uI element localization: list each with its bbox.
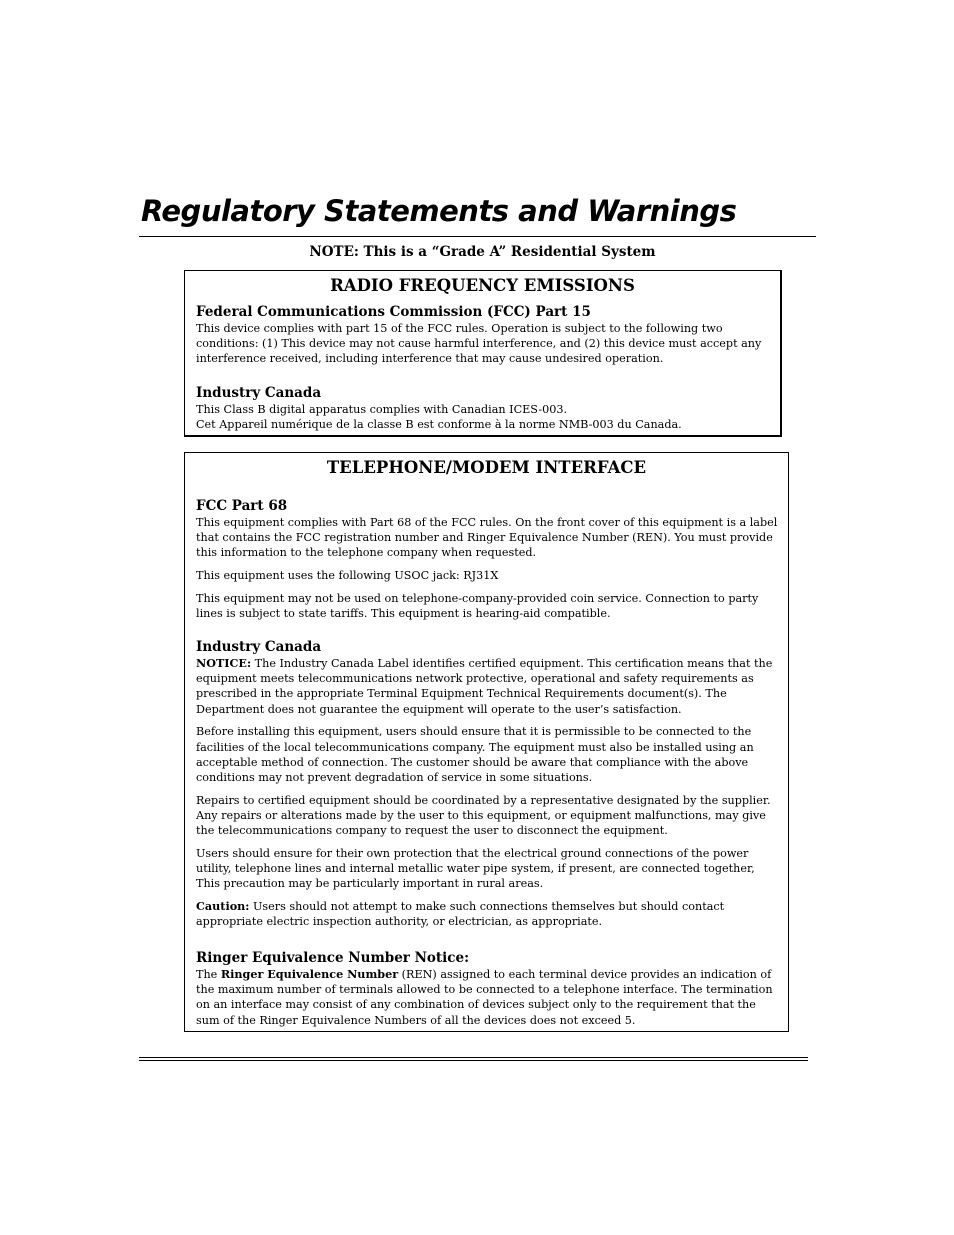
ic-paragraph-4: Users should ensure for their own protection that the electrical ground connections of the power utility, telephone lines and internal metallic water pipe system, if present, are connected together, This precaution may be particularly important in rural areas. (196, 846, 755, 891)
ic-notice-paragraph (196, 656, 779, 717)
rf-section-heading: RADIO FREQUENCY EMISSIONS (330, 276, 635, 295)
notice-label: NOTICE: (196, 656, 252, 670)
ic-paragraph-2: Before installing this equipment, users should ensure that it is permissible to be connected to the facilities of the local telecommunications company. The equipment must also be installed using an acceptable method of connection. The customer should be aware that compliance with the above conditions may not prevent degradation of service in some situations. (196, 725, 754, 784)
fcc-part15-text: This device complies with part 15 of the FCC rules. Operation is subject to the following two conditions: (1) This device may not cause harmful interference, and (2) this device must accept any interference received, including interference that may cause undesired operation. (196, 322, 762, 366)
tel-industry-canada-heading: Industry Canada (196, 639, 322, 655)
ren-notice-block (196, 949, 779, 1028)
ren-term: Ringer Equivalence Number (220, 967, 399, 981)
page-title: Regulatory Statements and Warnings (141, 194, 737, 228)
fcc-part68-paragraph-2: This equipment uses the following USOC jack: RJ31X (196, 569, 499, 583)
rf-industry-canada-heading: Industry Canada (196, 385, 322, 401)
footer-divider-top (139, 1057, 808, 1058)
fcc-part68-paragraph-1: This equipment complies with Part 68 of the FCC rules. On the front cover of this equipment is a label that contains the FCC registration number and Ringer Equivalence Number (REN). You must provide this information to the telephone company when requested. (196, 516, 778, 560)
fcc-part68-block (196, 497, 779, 621)
caution-text: Users should not attempt to make such connections themselves but should contact appropriate electric inspection authority, or electrician, as appropriate. (196, 899, 725, 929)
fcc-part68-paragraph-3: This equipment may not be used on telephone-company-provided coin service. Connection to party lines is subject to state tariffs. This equipment is hearing-aid compatible. (196, 591, 759, 621)
tel-industry-canada-block (196, 638, 779, 929)
footer-divider-bottom (139, 1060, 808, 1061)
ren-text-body: (REN) assigned to each terminal device provides an indication of the maximum number of terminals allowed to be connected to a telephone interface. The termination on an interface may consist of any combination of devices subject only to the requirement that the sum of the Ringer Equivalence Numbers of all the devices does not exceed 5. (196, 968, 773, 1027)
system-grade-note: NOTE: This is a “Grade A” Residential System (309, 244, 656, 260)
ices-statement-en: This Class B digital apparatus complies with Canadian ICES-003. (196, 403, 568, 416)
fcc-part15-heading: Federal Communications Commission (FCC) Part 15 (196, 304, 591, 320)
ren-notice-heading: Ringer Equivalence Number Notice: (196, 950, 470, 966)
ren-text-prefix: The (196, 968, 221, 981)
ren-notice-text (196, 967, 779, 1028)
notice-text: The Industry Canada Label identifies certified equipment. This certification means that the equipment meets telecommunications network protective, operational and safety requirements as prescribed in the appropriate Terminal Equipment Technical Requirements document(s). The Department does not guarantee the equipment will operate to the user’s satisfaction. (196, 657, 773, 716)
title-divider (139, 236, 816, 237)
fcc-part15-block (196, 303, 771, 367)
rf-industry-canada-block (196, 384, 771, 432)
ic-caution-paragraph (196, 899, 779, 929)
fcc-part68-heading: FCC Part 68 (196, 498, 288, 514)
ices-statement-fr: Cet Appareil numérique de la classe B est conforme à la norme NMB-003 du Canada. (196, 418, 682, 432)
telephone-modem-interface-box (184, 452, 789, 1032)
ic-paragraph-3: Repairs to certified equipment should be coordinated by a representative designated by the supplier. Any repairs or alterations made by the user to this equipment, or equipment malfunctions, may give the telecommunications company to request the user to disconnect the equipment. (196, 793, 771, 838)
radio-frequency-emissions-box (184, 270, 782, 437)
caution-label: Caution: (196, 898, 250, 913)
tel-section-heading: TELEPHONE/MODEM INTERFACE (326, 458, 647, 477)
